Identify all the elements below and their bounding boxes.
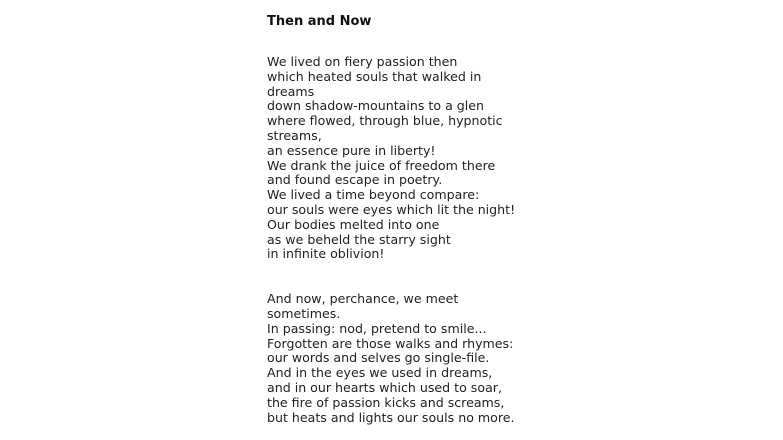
poem-line: We drank the juice of freedom there	[267, 157, 496, 173]
poem-line: In passing: nod, pretend to smile...	[267, 320, 487, 336]
stanza-1	[267, 55, 767, 262]
poem-line: our souls were eyes which lit the night!	[267, 201, 516, 217]
poem-line: the fire of passion kicks and screams,	[267, 394, 505, 410]
poem-line: in infinite oblivion!	[267, 246, 385, 262]
poem-line: And in the eyes we used in dreams,	[267, 365, 493, 381]
poem-line: an essence pure in liberty!	[267, 142, 436, 158]
poem-line: down shadow-mountains to a glen	[267, 98, 485, 114]
poem-line: And now, perchance, we meet	[267, 291, 459, 307]
poem-line: but heats and lights our souls no more.	[267, 409, 515, 425]
stanza-2	[267, 292, 767, 425]
poem-line: streams,	[267, 127, 322, 143]
poem-line: which heated souls that walked in	[267, 68, 482, 84]
poem-line: Our bodies melted into one	[267, 216, 440, 232]
poem-line: dreams	[267, 83, 315, 99]
poem-line: We lived a time beyond compare:	[267, 187, 480, 203]
poem-line: and in our hearts which used to soar,	[267, 379, 502, 395]
poem-line: sometimes.	[267, 305, 341, 321]
poem-line: Forgotten are those walks and rhymes:	[267, 335, 514, 351]
poem-document	[267, 13, 767, 425]
poem-line: and found escape in poetry.	[267, 172, 443, 188]
poem-line: as we beheld the starry sight	[267, 231, 451, 247]
poem-line: our words and selves go single-file.	[267, 350, 490, 366]
poem-title: Then and Now	[267, 14, 372, 29]
poem-line: We lived on fiery passion then	[267, 54, 458, 69]
poem-line: where flowed, through blue, hypnotic	[267, 113, 503, 129]
